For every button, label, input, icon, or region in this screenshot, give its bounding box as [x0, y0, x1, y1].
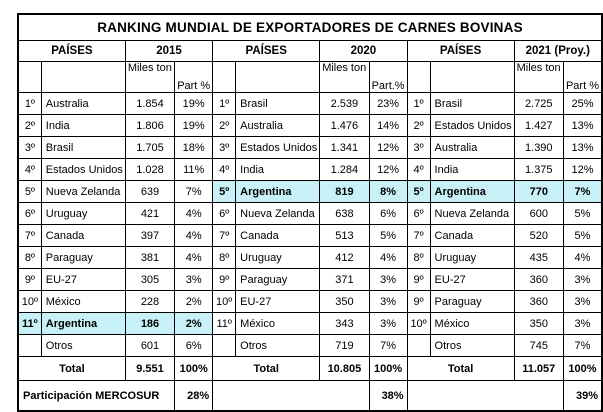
ranking-table — [17, 13, 603, 412]
miles-cell: 2.539 — [320, 93, 369, 115]
miles-cell: 186 — [125, 313, 174, 335]
miles-cell: 397 — [125, 225, 174, 247]
rank-cell: 10º — [407, 313, 430, 335]
part-cell: 6% — [369, 203, 407, 225]
country-cell: Nueva Zelanda — [430, 203, 514, 225]
table-row — [18, 225, 602, 247]
table-row — [18, 335, 602, 357]
part-cell: 3% — [563, 291, 602, 313]
rank-cell: 8º — [407, 247, 430, 269]
rank-cell: 10º — [18, 291, 41, 313]
country-cell: Australia — [236, 115, 320, 137]
total-part-2015: 100% — [175, 357, 213, 381]
part-cell: 3% — [563, 269, 602, 291]
part-cell: 7% — [563, 335, 602, 357]
paises-header-2021: PAÍSES — [407, 41, 514, 62]
rank-subheader — [18, 62, 41, 93]
table-row — [18, 203, 602, 225]
miles-cell: 360 — [514, 291, 563, 313]
country-cell: Brasil — [430, 93, 514, 115]
part-cell: 19% — [175, 115, 213, 137]
part-cell: 12% — [369, 137, 407, 159]
country-cell: Otros — [41, 335, 125, 357]
total-label-2015: Total — [18, 357, 125, 381]
country-cell: Uruguay — [41, 203, 125, 225]
country-cell: Argentina — [41, 313, 125, 335]
rank-cell: 11º — [18, 313, 41, 335]
rank-cell: 4º — [213, 159, 236, 181]
year-header-2020: 2020 — [320, 41, 407, 62]
rank-cell: 1º — [407, 93, 430, 115]
miles-cell: 1.375 — [514, 159, 563, 181]
miles-ton-header-2020: Miles ton — [320, 62, 369, 93]
country-cell: Estados Unidos — [430, 115, 514, 137]
country-cell: Canada — [236, 225, 320, 247]
rank-cell: 7º — [407, 225, 430, 247]
rank-cell: 5º — [18, 181, 41, 203]
part-cell: 23% — [369, 93, 407, 115]
part-cell: 14% — [369, 115, 407, 137]
country-cell: Otros — [430, 335, 514, 357]
paises-header-2015: PAÍSES — [18, 41, 125, 62]
country-cell: India — [41, 115, 125, 137]
miles-cell: 435 — [514, 247, 563, 269]
miles-cell: 600 — [514, 203, 563, 225]
part-cell: 5% — [563, 225, 602, 247]
total-label-2021: Total — [407, 357, 514, 381]
country-cell: Argentina — [430, 181, 514, 203]
miles-cell: 343 — [320, 313, 369, 335]
paises-header-2020: PAÍSES — [213, 41, 320, 62]
rank-cell: 3º — [213, 137, 236, 159]
miles-cell: 1.427 — [514, 115, 563, 137]
miles-cell: 371 — [320, 269, 369, 291]
country-cell: Canada — [430, 225, 514, 247]
miles-cell: 305 — [125, 269, 174, 291]
year-header-2015: 2015 — [125, 41, 212, 62]
rank-cell: 8º — [18, 247, 41, 269]
rank-cell: 9º — [407, 291, 430, 313]
total-miles-2015: 9.551 — [125, 357, 174, 381]
mercosur-row — [18, 381, 602, 412]
part-cell: 4% — [369, 247, 407, 269]
part-cell: 12% — [369, 159, 407, 181]
rank-cell: 7º — [213, 225, 236, 247]
country-subheader — [236, 62, 320, 93]
miles-cell: 2.725 — [514, 93, 563, 115]
part-cell: 5% — [563, 203, 602, 225]
part-cell: 4% — [175, 225, 213, 247]
miles-cell: 1.806 — [125, 115, 174, 137]
rank-cell: 9º — [407, 269, 430, 291]
rank-subheader — [213, 62, 236, 93]
total-miles-2021: 11.057 — [514, 357, 563, 381]
rank-cell: 11º — [213, 313, 236, 335]
country-cell: Australia — [41, 93, 125, 115]
miles-cell: 1.390 — [514, 137, 563, 159]
part-cell: 11% — [175, 159, 213, 181]
rank-cell: 7º — [18, 225, 41, 247]
part-cell: 12% — [563, 159, 602, 181]
part-header-2021: Part % — [563, 62, 602, 93]
country-cell: EU-27 — [41, 269, 125, 291]
miles-cell: 601 — [125, 335, 174, 357]
rank-cell: 2º — [213, 115, 236, 137]
country-cell: EU-27 — [236, 291, 320, 313]
miles-cell: 350 — [514, 313, 563, 335]
total-part-2021: 100% — [563, 357, 602, 381]
country-cell: Nueva Zelanda — [236, 203, 320, 225]
table-row — [18, 291, 602, 313]
part-cell: 3% — [369, 269, 407, 291]
country-subheader — [430, 62, 514, 93]
miles-cell: 1.284 — [320, 159, 369, 181]
rank-cell: 3º — [407, 137, 430, 159]
miles-cell: 1.705 — [125, 137, 174, 159]
country-cell: India — [236, 159, 320, 181]
total-label-2020: Total — [213, 357, 320, 381]
country-cell: Nueva Zelanda — [41, 181, 125, 203]
total-row — [18, 357, 602, 381]
country-cell: Brasil — [41, 137, 125, 159]
miles-cell: 360 — [514, 269, 563, 291]
mercosur-blank — [213, 381, 369, 412]
table-row — [18, 137, 602, 159]
page-title: RANKING MUNDIAL DE EXPORTADORES DE CARNES BOVINAS — [18, 14, 602, 41]
miles-cell: 421 — [125, 203, 174, 225]
miles-cell: 639 — [125, 181, 174, 203]
mercosur-part-2015: 28% — [175, 381, 213, 412]
country-cell: Paraguay — [41, 247, 125, 269]
country-cell: Estados Unidos — [41, 159, 125, 181]
rank-cell: 6º — [407, 203, 430, 225]
miles-cell: 1.341 — [320, 137, 369, 159]
part-cell: 4% — [563, 247, 602, 269]
country-subheader — [41, 62, 125, 93]
miles-ton-header-2021: Miles ton — [514, 62, 563, 93]
miles-cell: 719 — [320, 335, 369, 357]
title-row — [18, 14, 602, 41]
rank-cell: 2º — [407, 115, 430, 137]
part-cell: 19% — [175, 93, 213, 115]
part-cell: 18% — [175, 137, 213, 159]
rank-cell: 3º — [18, 137, 41, 159]
part-cell: 7% — [369, 335, 407, 357]
country-cell: México — [236, 313, 320, 335]
part-cell: 7% — [563, 181, 602, 203]
rank-cell — [407, 335, 430, 357]
country-cell: Paraguay — [236, 269, 320, 291]
country-cell: India — [430, 159, 514, 181]
country-cell: Estados Unidos — [236, 137, 320, 159]
part-cell: 4% — [175, 203, 213, 225]
part-cell: 5% — [369, 225, 407, 247]
miles-ton-header-2015: Miles ton — [125, 62, 174, 93]
miles-cell: 819 — [320, 181, 369, 203]
rank-cell: 10º — [213, 291, 236, 313]
mercosur-blank — [407, 381, 563, 412]
table-row — [18, 115, 602, 137]
table-row — [18, 313, 602, 335]
country-cell: Brasil — [236, 93, 320, 115]
part-cell: 6% — [175, 335, 213, 357]
miles-cell: 1.854 — [125, 93, 174, 115]
rank-cell: 6º — [213, 203, 236, 225]
group-header-row — [18, 41, 602, 62]
part-header-2015: Part % — [175, 62, 213, 93]
mercosur-part-2020: 38% — [369, 381, 407, 412]
sub-header-row — [18, 62, 602, 93]
part-cell: 13% — [563, 137, 602, 159]
rank-cell: 4º — [407, 159, 430, 181]
miles-cell: 228 — [125, 291, 174, 313]
table-row — [18, 269, 602, 291]
part-cell: 8% — [369, 181, 407, 203]
rank-cell — [18, 335, 41, 357]
mercosur-label: Participación MERCOSUR — [18, 381, 175, 412]
country-cell: Canada — [41, 225, 125, 247]
rank-cell — [213, 335, 236, 357]
table-row — [18, 247, 602, 269]
rank-cell: 9º — [18, 269, 41, 291]
country-cell: Australia — [430, 137, 514, 159]
rank-cell: 4º — [18, 159, 41, 181]
part-header-2020: Part.% — [369, 62, 407, 93]
table-row — [18, 159, 602, 181]
country-cell: Paraguay — [430, 291, 514, 313]
miles-cell: 513 — [320, 225, 369, 247]
part-cell: 3% — [369, 313, 407, 335]
country-cell: Otros — [236, 335, 320, 357]
country-cell: EU-27 — [430, 269, 514, 291]
miles-cell: 381 — [125, 247, 174, 269]
year-header-2021: 2021 (Proy.) — [514, 41, 602, 62]
country-cell: Uruguay — [430, 247, 514, 269]
rank-cell: 5º — [213, 181, 236, 203]
total-part-2020: 100% — [369, 357, 407, 381]
part-cell: 3% — [369, 291, 407, 313]
country-cell: Argentina — [236, 181, 320, 203]
rank-cell: 2º — [18, 115, 41, 137]
rank-cell: 1º — [18, 93, 41, 115]
rank-cell: 6º — [18, 203, 41, 225]
part-cell: 4% — [175, 247, 213, 269]
part-cell: 2% — [175, 313, 213, 335]
rank-subheader — [407, 62, 430, 93]
country-cell: México — [41, 291, 125, 313]
miles-cell: 1.028 — [125, 159, 174, 181]
rank-cell: 5º — [407, 181, 430, 203]
miles-cell: 350 — [320, 291, 369, 313]
total-miles-2020: 10.805 — [320, 357, 369, 381]
part-cell: 7% — [175, 181, 213, 203]
miles-cell: 638 — [320, 203, 369, 225]
miles-cell: 770 — [514, 181, 563, 203]
miles-cell: 520 — [514, 225, 563, 247]
rank-cell: 1º — [213, 93, 236, 115]
rank-cell: 9º — [213, 269, 236, 291]
miles-cell: 412 — [320, 247, 369, 269]
country-cell: Uruguay — [236, 247, 320, 269]
part-cell: 3% — [175, 269, 213, 291]
part-cell: 3% — [563, 313, 602, 335]
miles-cell: 1.476 — [320, 115, 369, 137]
rank-cell: 8º — [213, 247, 236, 269]
mercosur-part-2021: 39% — [563, 381, 602, 412]
part-cell: 13% — [563, 115, 602, 137]
part-cell: 2% — [175, 291, 213, 313]
table-row — [18, 93, 602, 115]
part-cell: 25% — [563, 93, 602, 115]
miles-cell: 745 — [514, 335, 563, 357]
table-row — [18, 181, 602, 203]
country-cell: México — [430, 313, 514, 335]
